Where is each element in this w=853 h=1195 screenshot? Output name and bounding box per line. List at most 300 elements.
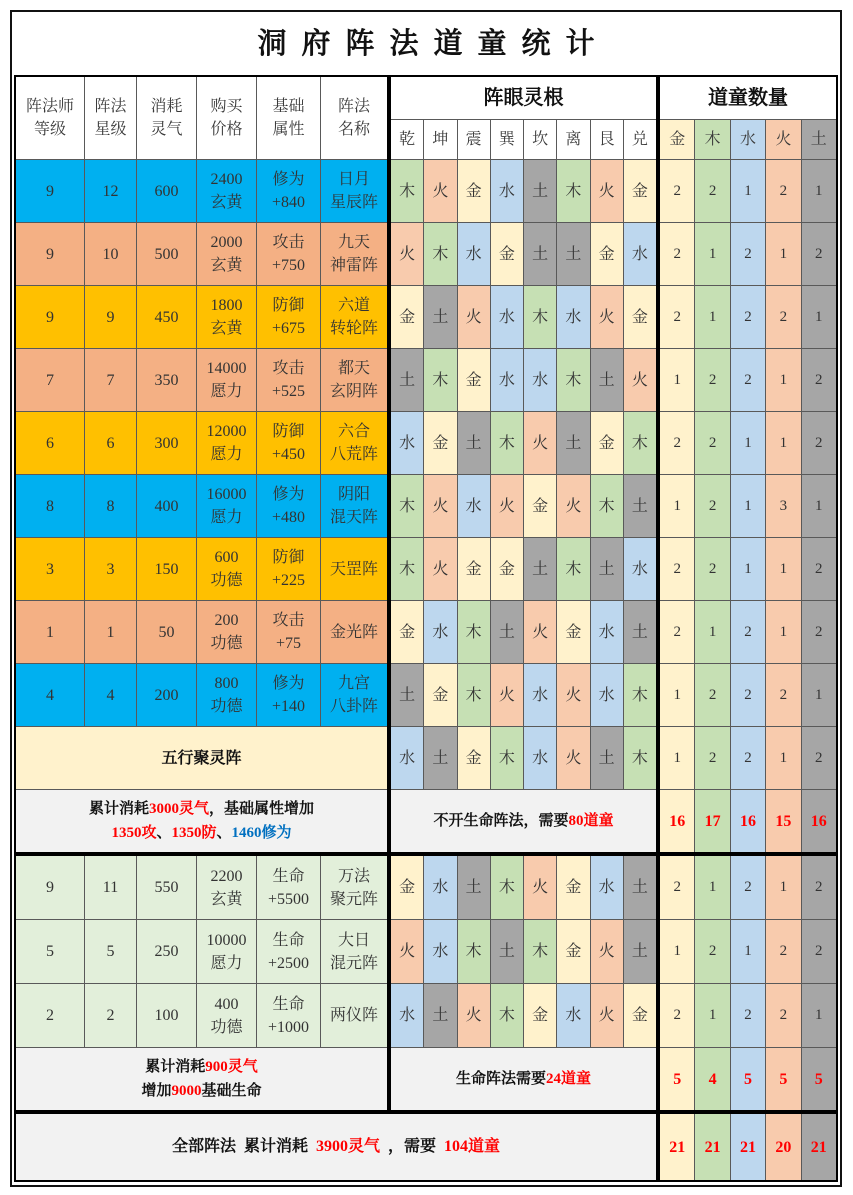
master-level-cell: 9 (16, 223, 84, 285)
count-cell: 1 (695, 223, 729, 285)
count-cell: 2 (731, 856, 765, 919)
purchase-price-cell-line: 600 (214, 549, 239, 566)
purchase-price-cell-line: 10000 (206, 931, 247, 949)
root-cell: 火 (557, 664, 589, 726)
formation-name-cell (321, 601, 387, 663)
column-header (137, 77, 196, 159)
root-cell: 金 (624, 160, 656, 222)
root-cell: 土 (391, 349, 423, 411)
base-attribute-cell-line: 防御 (272, 549, 305, 566)
root-cell: 木 (591, 475, 623, 537)
count-cell: 2 (802, 412, 836, 474)
formation-name-cell (321, 160, 387, 222)
root-cell: 土 (458, 856, 490, 919)
root-cell: 水 (591, 601, 623, 663)
root-cell: 土 (624, 920, 656, 983)
special-formation-name: 五行聚灵阵 (16, 727, 387, 789)
formation-name-cell-line: 金光阵 (329, 623, 378, 641)
master-level-cell: 5 (16, 920, 84, 983)
root-cell: 火 (524, 601, 556, 663)
purchase-price-cell-line: 12000 (206, 423, 247, 440)
base-attribute-cell (257, 223, 320, 285)
count-cell: 2 (731, 601, 765, 663)
count-cell: 1 (802, 286, 836, 348)
root-cell: 木 (391, 475, 423, 537)
base-attribute-cell-line: 防御 (272, 297, 305, 314)
life-roots-block (391, 856, 656, 1110)
root-cell: 木 (391, 160, 423, 222)
total-count-cell: 21 (695, 1114, 729, 1180)
root-cell: 土 (491, 920, 523, 983)
root-cell: 土 (424, 984, 456, 1047)
summary-line (145, 1055, 258, 1079)
spirit-qi-cost-cell: 200 (137, 664, 196, 726)
purchase-price-cell-line: 14000 (206, 360, 247, 377)
formation-name-cell-line: 神雷阵 (329, 257, 378, 274)
formation-name-cell (321, 664, 387, 726)
master-level-cell: 9 (16, 160, 84, 222)
count-cell: 1 (766, 412, 800, 474)
root-position-header: 艮 (591, 120, 623, 159)
base-attribute-cell-line: +1000 (267, 1018, 310, 1036)
column-header-line: 星级 (94, 121, 127, 138)
column-header (16, 77, 84, 159)
base-attribute-cell (257, 349, 320, 411)
column-header (85, 77, 136, 159)
root-cell: 水 (491, 349, 523, 411)
formation-name-cell-line: 九天 (337, 234, 370, 251)
root-cell: 火 (591, 984, 623, 1047)
purchase-price-cell (197, 223, 256, 285)
formation-name-cell (321, 223, 387, 285)
root-cell: 水 (591, 856, 623, 919)
root-cell: 木 (557, 349, 589, 411)
column-header-line: 消耗 (150, 98, 183, 115)
count-cell: 2 (766, 984, 800, 1047)
root-cell: 水 (524, 349, 556, 411)
formation-name-cell (321, 984, 387, 1047)
summary-line (111, 821, 291, 845)
root-cell: 金 (424, 412, 456, 474)
base-attribute-cell (257, 920, 320, 983)
base-attribute-cell-line: +675 (271, 320, 306, 337)
total-count-cell: 17 (695, 790, 729, 852)
summary-text: ，需要 (380, 1138, 445, 1155)
base-attribute-cell (257, 601, 320, 663)
star-level-cell: 9 (85, 286, 136, 348)
column-header-line: 等级 (33, 121, 66, 138)
master-level-cell: 6 (16, 412, 84, 474)
master-level-cell: 9 (16, 856, 84, 919)
formation-name-cell (321, 538, 387, 600)
formation-name-cell-line: 混天阵 (329, 509, 378, 526)
count-cell: 1 (731, 412, 765, 474)
count-cell: 2 (802, 856, 836, 919)
base-attribute-cell (257, 412, 320, 474)
root-cell: 金 (391, 856, 423, 919)
purchase-price-cell-line: 玄黄 (210, 320, 243, 337)
formation-name-cell-line: 两仪阵 (329, 1007, 378, 1024)
base-attribute-cell-line: +750 (271, 257, 306, 274)
column-header-line: 购买 (210, 98, 243, 115)
root-cell: 火 (424, 160, 456, 222)
highlight-value: 104道童 (444, 1138, 501, 1155)
purchase-price-cell-line: 400 (214, 995, 239, 1013)
count-cell: 1 (802, 984, 836, 1047)
root-cell: 水 (458, 223, 490, 285)
purchase-price-cell-line: 2400 (210, 171, 243, 188)
count-cell: 2 (766, 160, 800, 222)
root-cell: 火 (458, 984, 490, 1047)
base-attribute-cell-line: 修为 (272, 675, 305, 692)
element-count-header: 火 (766, 120, 800, 159)
purchase-price-cell-line: 功德 (210, 698, 243, 715)
count-cell: 1 (660, 475, 694, 537)
root-cell: 木 (458, 664, 490, 726)
root-cell: 金 (591, 223, 623, 285)
count-cell: 2 (802, 601, 836, 663)
base-attribute-cell-line: +840 (271, 194, 306, 211)
total-count-cell: 16 (731, 790, 765, 852)
star-level-cell: 5 (85, 920, 136, 983)
purchase-price-cell-line: 玄黄 (210, 257, 243, 274)
root-cell: 木 (557, 538, 589, 600)
column-header-line: 阵法 (337, 98, 370, 115)
root-cell: 水 (391, 984, 423, 1047)
highlight-value: 3900灵气 (315, 1138, 380, 1155)
base-attribute-cell-line: +525 (271, 383, 306, 400)
highlight-value: 3000灵气 (148, 801, 209, 817)
formation-name-cell (321, 475, 387, 537)
count-cell: 2 (766, 920, 800, 983)
formation-name-cell (321, 920, 387, 983)
highlight-value: 9000 (171, 1083, 202, 1099)
purchase-price-cell-line: 愿力 (210, 509, 243, 526)
base-attribute-cell-line: +140 (271, 698, 306, 715)
root-cell: 木 (624, 727, 656, 789)
summary-text: ，基础属性增加 (209, 801, 315, 817)
star-level-cell: 3 (85, 538, 136, 600)
root-cell: 水 (424, 601, 456, 663)
root-cell: 火 (458, 286, 490, 348)
column-header (321, 77, 387, 159)
count-cell: 2 (660, 286, 694, 348)
root-cell: 火 (591, 920, 623, 983)
root-cell: 土 (491, 601, 523, 663)
count-cell: 2 (695, 664, 729, 726)
root-cell: 木 (491, 984, 523, 1047)
summary-text: 、 (156, 825, 172, 841)
root-cell: 水 (524, 727, 556, 789)
spirit-qi-cost-cell: 300 (137, 412, 196, 474)
root-cell: 金 (624, 286, 656, 348)
formation-name-cell-line: 六合 (337, 423, 370, 440)
element-count-header: 水 (731, 120, 765, 159)
root-cell: 水 (624, 223, 656, 285)
purchase-price-cell-line: 功德 (210, 1018, 243, 1036)
count-cell: 2 (766, 286, 800, 348)
purchase-price-cell (197, 601, 256, 663)
total-count-cell: 5 (766, 1048, 800, 1110)
counts-group-header: 道童数量 (660, 77, 836, 119)
total-count-cell: 15 (766, 790, 800, 852)
root-cell: 金 (624, 984, 656, 1047)
root-cell: 水 (424, 920, 456, 983)
count-cell: 1 (766, 349, 800, 411)
purchase-price-cell (197, 538, 256, 600)
root-cell: 土 (524, 160, 556, 222)
base-attribute-cell (257, 160, 320, 222)
count-cell: 1 (731, 538, 765, 600)
total-count-cell: 5 (731, 1048, 765, 1110)
root-cell: 木 (524, 920, 556, 983)
root-cell: 水 (624, 538, 656, 600)
root-position-header: 震 (458, 120, 490, 159)
root-cell: 金 (557, 601, 589, 663)
count-cell: 1 (731, 160, 765, 222)
count-cell: 1 (695, 601, 729, 663)
root-cell: 火 (491, 475, 523, 537)
column-header-line: 属性 (272, 121, 305, 138)
root-cell: 金 (458, 160, 490, 222)
summary-text: 累计消耗 (145, 1059, 206, 1075)
purchase-price-cell (197, 920, 256, 983)
base-attribute-cell (257, 664, 320, 726)
life-counts-block (660, 856, 836, 1110)
base-attribute-cell-line: 攻击 (272, 234, 305, 251)
total-count-cell: 21 (660, 1114, 694, 1180)
count-cell: 2 (695, 412, 729, 474)
formation-info-block (16, 77, 387, 852)
master-level-cell: 3 (16, 538, 84, 600)
star-level-cell: 1 (85, 601, 136, 663)
root-cell: 木 (624, 664, 656, 726)
column-header-line: 阵法师 (25, 98, 74, 115)
base-attribute-cell (257, 856, 320, 919)
servant-requirement-note (391, 1048, 656, 1110)
count-cell: 2 (660, 538, 694, 600)
count-cell: 1 (802, 475, 836, 537)
formation-name-cell (321, 286, 387, 348)
root-cell: 木 (458, 920, 490, 983)
summary-line (89, 797, 314, 821)
root-position-header: 乾 (391, 120, 423, 159)
count-cell: 1 (731, 920, 765, 983)
root-cell: 金 (458, 349, 490, 411)
spirit-qi-cost-cell: 250 (137, 920, 196, 983)
root-cell: 土 (391, 664, 423, 726)
formation-name-cell-line: 聚元阵 (329, 890, 378, 908)
roots-group-header: 阵眼灵根 (391, 77, 656, 119)
master-level-cell: 2 (16, 984, 84, 1047)
count-cell: 2 (802, 538, 836, 600)
root-cell: 土 (591, 727, 623, 789)
total-count-cell: 20 (766, 1114, 800, 1180)
base-attribute-cell-line: +480 (271, 509, 306, 526)
root-cell: 土 (591, 349, 623, 411)
count-cell: 2 (695, 920, 729, 983)
base-attribute-cell (257, 286, 320, 348)
column-header-line: 名称 (337, 121, 370, 138)
star-level-cell: 4 (85, 664, 136, 726)
purchase-price-cell-line: 玄黄 (210, 194, 243, 211)
highlight-value: 900灵气 (205, 1059, 258, 1075)
root-position-header: 坤 (424, 120, 456, 159)
count-cell: 2 (802, 920, 836, 983)
summary-text: 不开生命阵法，需要 (433, 813, 569, 829)
purchase-price-cell (197, 984, 256, 1047)
star-level-cell: 11 (85, 856, 136, 919)
highlight-value: 1350防 (171, 825, 217, 841)
root-cell: 火 (591, 160, 623, 222)
formation-name-cell-line: 八卦阵 (329, 698, 378, 715)
count-cell: 2 (660, 984, 694, 1047)
count-cell: 2 (731, 286, 765, 348)
root-cell: 火 (524, 856, 556, 919)
master-level-cell: 9 (16, 286, 84, 348)
base-attribute-cell-line: +5500 (267, 890, 310, 908)
column-header-line: 灵气 (150, 121, 183, 138)
root-cell: 金 (524, 475, 556, 537)
count-cell: 2 (731, 349, 765, 411)
count-cell: 2 (695, 475, 729, 537)
purchase-price-cell-line: 2200 (210, 867, 243, 885)
count-cell: 2 (731, 727, 765, 789)
count-cell: 1 (660, 727, 694, 789)
purchase-price-cell (197, 412, 256, 474)
total-count-cell: 16 (802, 790, 836, 852)
root-cell: 金 (391, 286, 423, 348)
root-cell: 木 (424, 223, 456, 285)
root-cell: 土 (524, 538, 556, 600)
summary-line (456, 1067, 591, 1091)
formation-name-cell-line: 玄阴阵 (329, 383, 378, 400)
root-cell: 土 (458, 412, 490, 474)
count-cell: 2 (766, 664, 800, 726)
summary-text: 全部阵法 累计消耗 (171, 1138, 316, 1155)
highlight-value: 80道童 (568, 813, 614, 829)
formation-name-cell (321, 856, 387, 919)
root-cell: 金 (458, 727, 490, 789)
purchase-price-cell-line: 16000 (206, 486, 247, 503)
root-cell: 火 (557, 475, 589, 537)
formation-name-cell-line: 转轮阵 (329, 320, 378, 337)
count-cell: 1 (802, 160, 836, 222)
base-attribute-cell (257, 475, 320, 537)
root-cell: 火 (391, 223, 423, 285)
root-position-header: 兑 (624, 120, 656, 159)
summary-line (141, 1079, 261, 1103)
formation-name-cell-line: 混元阵 (329, 954, 378, 972)
count-cell: 1 (660, 664, 694, 726)
root-cell: 火 (624, 349, 656, 411)
count-cell: 1 (695, 984, 729, 1047)
root-cell: 水 (557, 286, 589, 348)
root-cell: 土 (624, 475, 656, 537)
purchase-price-cell-line: 2000 (210, 234, 243, 251)
spirit-qi-cost-cell: 600 (137, 160, 196, 222)
total-count-cell: 21 (802, 1114, 836, 1180)
master-level-cell: 8 (16, 475, 84, 537)
count-cell: 1 (695, 286, 729, 348)
spirit-qi-cost-cell: 350 (137, 349, 196, 411)
root-cell: 土 (624, 601, 656, 663)
purchase-price-cell-line: 200 (214, 612, 239, 629)
grand-total-text-block (16, 1114, 656, 1180)
count-cell: 2 (660, 412, 694, 474)
formation-name-cell (321, 412, 387, 474)
summary-text: 、 (216, 825, 232, 841)
highlight-value: 1460修为 (231, 825, 292, 841)
count-cell: 2 (802, 349, 836, 411)
base-attribute-cell-line: 生命 (272, 931, 305, 949)
formation-name-cell-line: 六道 (337, 297, 370, 314)
root-position-header: 离 (557, 120, 589, 159)
root-cell: 水 (591, 664, 623, 726)
formation-counts-block (660, 77, 836, 852)
root-cell: 木 (624, 412, 656, 474)
root-cell: 水 (458, 475, 490, 537)
base-attribute-cell-line: 生命 (272, 995, 305, 1013)
root-cell: 木 (491, 412, 523, 474)
root-cell: 金 (458, 538, 490, 600)
spirit-qi-cost-cell: 150 (137, 538, 196, 600)
root-cell: 金 (491, 538, 523, 600)
formation-name-cell-line: 星辰阵 (329, 194, 378, 211)
spirit-qi-cost-cell: 400 (137, 475, 196, 537)
root-position-header: 巽 (491, 120, 523, 159)
purchase-price-cell-line: 愿力 (210, 446, 243, 463)
count-cell: 2 (695, 160, 729, 222)
purchase-price-cell-line: 愿力 (210, 954, 243, 972)
master-level-cell: 1 (16, 601, 84, 663)
count-cell: 2 (695, 727, 729, 789)
count-cell: 1 (802, 664, 836, 726)
summary-text: 生命阵法需要 (455, 1071, 546, 1087)
root-cell: 水 (524, 664, 556, 726)
count-cell: 2 (695, 349, 729, 411)
purchase-price-cell-line: 玄黄 (210, 890, 243, 908)
count-cell: 2 (660, 856, 694, 919)
purchase-price-cell-line: 800 (214, 675, 239, 692)
root-cell: 木 (491, 727, 523, 789)
purchase-price-cell-line: 1800 (210, 297, 243, 314)
root-cell: 土 (591, 538, 623, 600)
column-header (257, 77, 320, 159)
root-cell: 水 (424, 856, 456, 919)
base-attribute-cell-line: 攻击 (272, 612, 305, 629)
root-cell: 水 (557, 984, 589, 1047)
count-cell: 1 (766, 538, 800, 600)
total-count-cell: 16 (660, 790, 694, 852)
root-cell: 土 (557, 223, 589, 285)
root-cell: 木 (458, 601, 490, 663)
root-cell: 木 (491, 856, 523, 919)
purchase-price-cell-line: 功德 (210, 635, 243, 652)
column-header-line: 基础 (272, 98, 305, 115)
root-cell: 水 (391, 727, 423, 789)
formation-name-cell (321, 349, 387, 411)
column-header-line: 价格 (210, 121, 243, 138)
root-cell: 金 (524, 984, 556, 1047)
purchase-price-cell-line: 功德 (210, 572, 243, 589)
base-attribute-cell-line: 防御 (272, 423, 305, 440)
count-cell: 2 (731, 223, 765, 285)
count-cell: 1 (660, 349, 694, 411)
root-cell: 土 (424, 727, 456, 789)
root-cell: 木 (557, 160, 589, 222)
formation-name-cell-line: 阴阳 (337, 486, 370, 503)
